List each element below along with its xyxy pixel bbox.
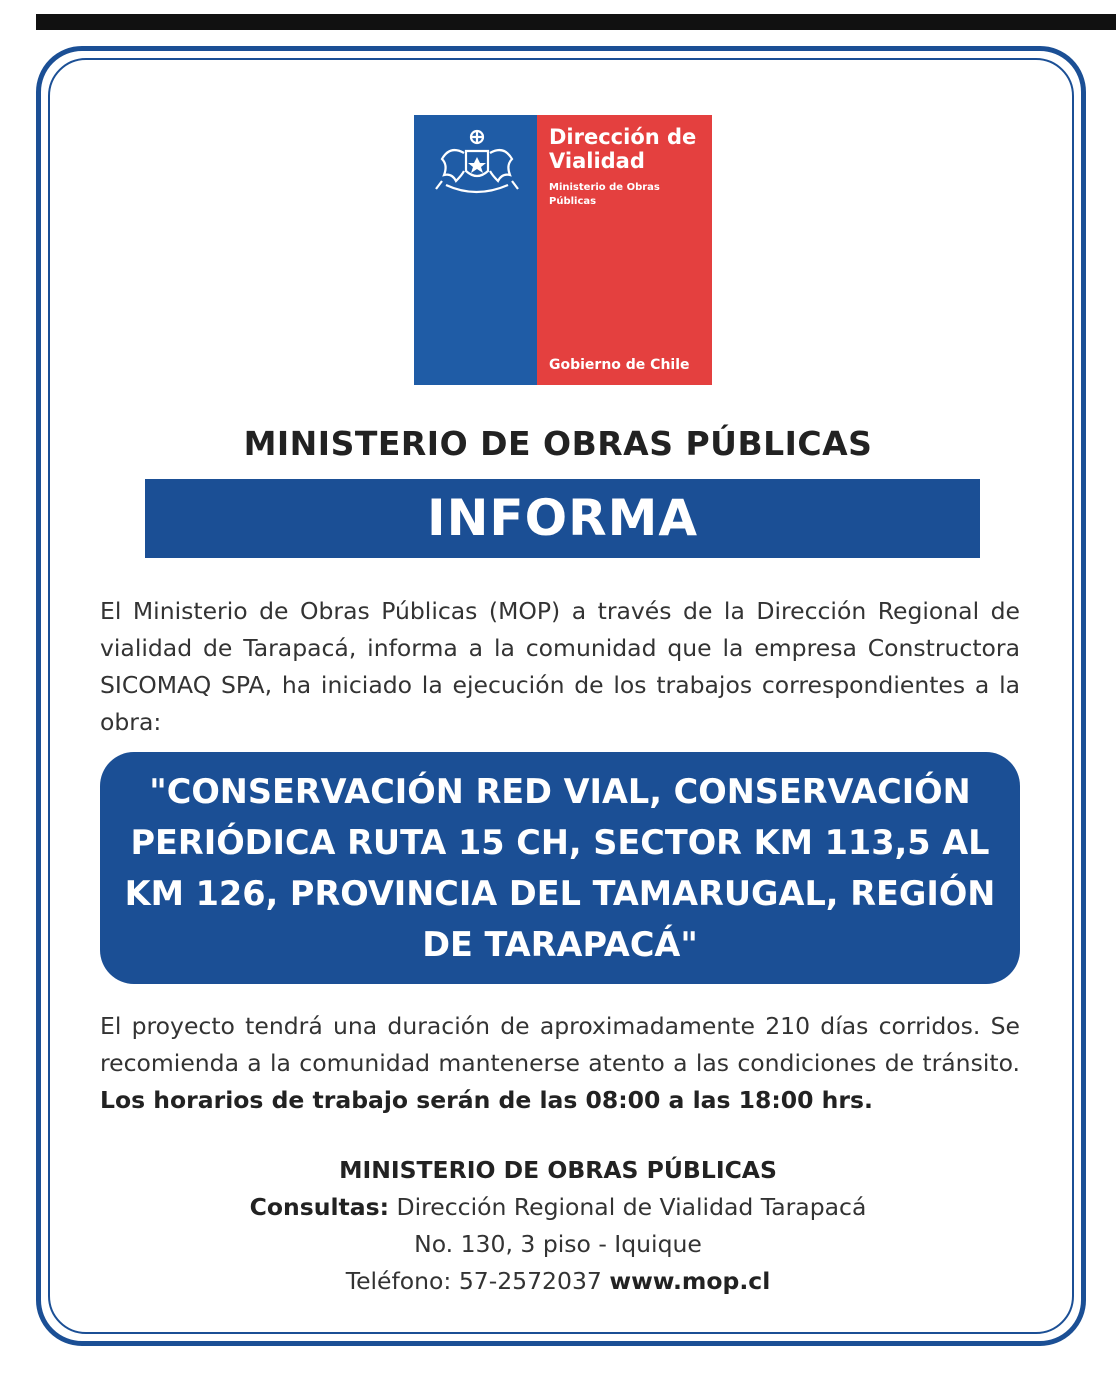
consultas-value: Dirección Regional de Vialidad Tarapacá [396,1193,867,1221]
details-paragraph [100,1008,1020,1119]
intro-paragraph: El Ministerio de Obras Públicas (MOP) a través de la Dirección Regional de vialidad de Tarapacá, informa a la comunidad que la empresa Constructora SICOMAQ SPA, ha iniciado la ejecución de los trabajos correspondientes a la obra: [100,597,1020,736]
informa-banner: INFORMA [145,479,980,558]
logo-title: Dirección de Vialidad [549,125,697,173]
consultas-label: Consultas: [249,1193,390,1221]
phone: Teléfono: 57-2572037 [345,1267,602,1295]
logo-subtitle: Ministerio de Obras Públicas [549,182,660,207]
footer-title: MINISTERIO DE OBRAS PÚBLICAS [339,1156,777,1184]
consultas-line [0,1189,1116,1226]
chile-coat-of-arms-icon [426,123,526,203]
website-link[interactable]: www.mop.cl [609,1267,771,1295]
work-hours: Los horarios de trabajo serán de las 08:00 a las 18:00 hrs. [100,1086,873,1114]
ministry-title: MINISTERIO DE OBRAS PÚBLICAS [243,424,873,463]
footer [0,1152,1116,1300]
logo-footer: Gobierno de Chile [549,357,690,373]
address-line: No. 130, 3 piso - Iquique [414,1230,702,1258]
details-text: El proyecto tendrá una duración de aproximadamente 210 días corridos. Se recomienda a la comunidad mantenerse atento a las condiciones de tránsito. [100,1012,1020,1077]
logo-blue-panel [414,115,537,385]
project-name: "CONSERVACIÓN RED VIAL, CONSERVACIÓN PERIÓDICA RUTA 15 CH, SECTOR KM 113,5 AL KM 126, PROVINCIA DEL TAMARUGAL, REGIÓN DE TARAPACÁ" [124,772,996,964]
vialidad-logo [414,115,712,385]
top-rule [36,14,1116,30]
contact-line [0,1263,1116,1300]
project-name-box [100,752,1020,984]
